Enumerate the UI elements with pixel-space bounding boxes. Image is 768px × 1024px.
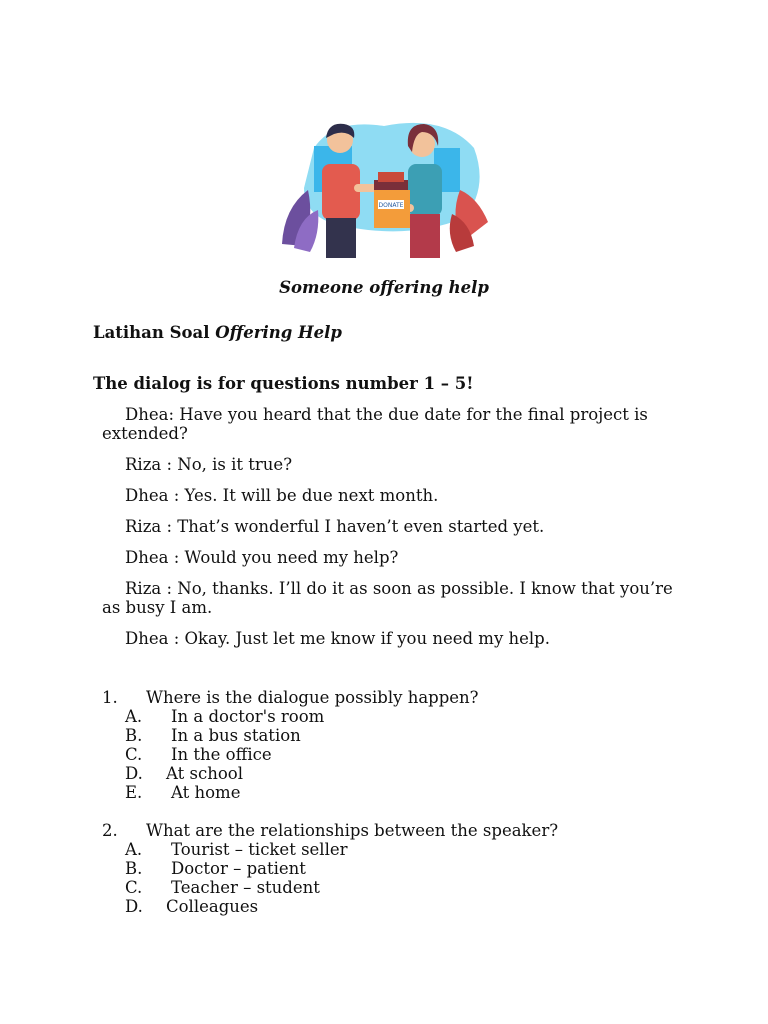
answer-option [102,897,662,916]
heading-italic-text: Offering Help [215,323,342,342]
option-text: In a bus station [171,726,301,745]
donate-label: DONATE [378,202,404,209]
answer-option [102,707,662,726]
question-list [102,688,662,935]
option-letter: C. [125,878,143,897]
dialog-line: Dhea : Yes. It will be due next month. [125,486,439,505]
option-text: At home [171,783,241,802]
heading-plain-text: Latihan Soal [93,323,216,342]
exercise-heading [93,323,342,342]
dialog-block [102,405,682,660]
option-text: Teacher – student [171,878,320,897]
dialog-line: Riza : No, is it true? [125,455,293,474]
question-text: Where is the dialogue possibly happen? [146,688,479,707]
option-letter: C. [125,745,143,764]
question-text: What are the relationships between the speaker? [146,821,559,840]
option-letter: A. [125,840,143,859]
dialog-line: Riza : No, thanks. I’ll do it as soon as possible. I know that you’re as busy I am. [102,579,673,617]
answer-option [102,840,662,859]
answer-option [102,726,662,745]
answer-option [102,745,662,764]
option-text: In the office [171,745,272,764]
option-letter: D. [125,764,143,783]
option-letter: B. [125,726,143,745]
answer-option [102,783,662,802]
option-text: At school [166,764,243,783]
question-number: 1. [102,688,118,707]
image-caption: Someone offering help [279,278,489,297]
dialog-line: Riza : That’s wonderful I haven’t even started yet. [125,517,545,536]
option-letter: D. [125,897,143,916]
answer-option [102,859,662,878]
answer-option [102,878,662,897]
question-item [102,821,662,916]
dialog-line: Dhea : Would you need my help? [125,548,399,567]
option-letter: E. [125,783,143,802]
option-text: Tourist – ticket seller [171,840,348,859]
dialog-line: Dhea: Have you heard that the due date for the final project is extended? [102,405,648,443]
option-text: Colleagues [166,897,259,916]
dialog-line: Dhea : Okay. Just let me know if you need my help. [125,629,550,648]
option-text: In a doctor's room [171,707,325,726]
answer-option [102,764,662,783]
question-item [102,688,662,802]
dialog-instruction: The dialog is for questions number 1 – 5! [93,374,474,393]
option-letter: B. [125,859,143,878]
question-number: 2. [102,821,118,840]
people-donation-illustration [274,118,496,260]
option-letter: A. [125,707,143,726]
option-text: Doctor – patient [171,859,306,878]
